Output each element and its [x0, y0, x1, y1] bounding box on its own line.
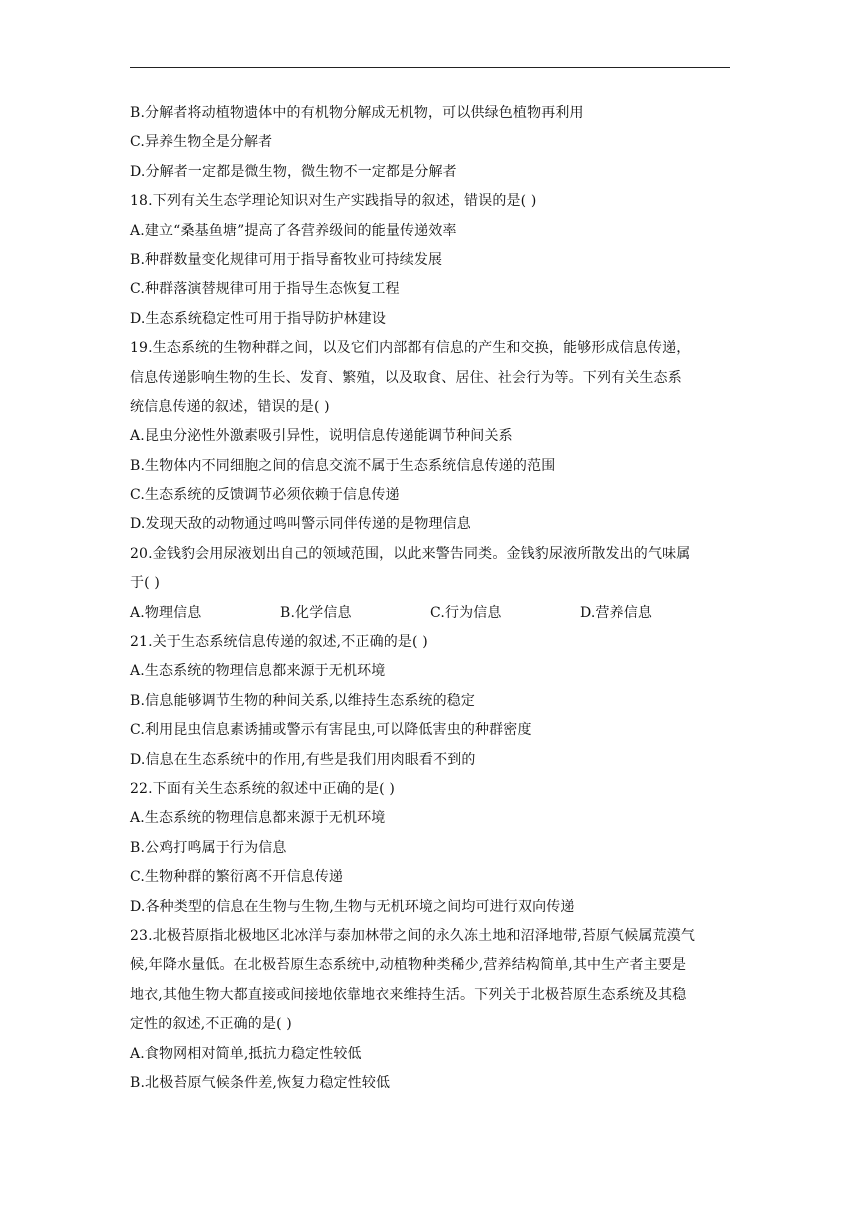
text-line: D.信息在生态系统中的作用,有些是我们用肉眼看不到的 [130, 751, 476, 768]
text-line: A.昆虫分泌性外激素吸引异性，说明信息传递能调节种间关系 [130, 428, 513, 445]
text-line: 信息传递影响生物的生长、发育、繁殖，以及取食、居住、社会行为等。下列有关生态系 [130, 369, 682, 386]
option-b: B.化学信息 [280, 604, 352, 621]
question-18-stem: 18.下列有关生态学理论知识对生产实践指导的叙述，错误的是( ) [130, 193, 537, 210]
text-line: C.生物种群的繁衍离不开信息传递 [130, 869, 344, 886]
text-line: A.建立“桑基鱼塘”提高了各营养级间的能量传递效率 [130, 222, 457, 239]
question-text [130, 99, 730, 1098]
header-rule [130, 67, 730, 68]
text-line: B.公鸡打鸣属于行为信息 [130, 839, 287, 856]
question-22-stem: 22.下面有关生态系统的叙述中正确的是( ) [130, 780, 395, 797]
text-line: B.分解者将动植物遗体中的有机物分解成无机物，可以供绿色植物再利用 [130, 105, 584, 121]
text-line: B.北极苔原气候条件差,恢复力稳定性较低 [130, 1074, 391, 1091]
option-d: D.营养信息 [580, 604, 653, 621]
text-line: C.异养生物全是分解者 [130, 134, 273, 151]
question-23-stem: 23.北极苔原指北极地区北冰洋与泰加林带之间的永久冻土地和沼泽地带,苔原气候属荒漠气 [130, 927, 696, 944]
text-line: C.利用昆虫信息素诱捕或警示有害昆虫,可以降低害虫的种群密度 [130, 722, 532, 739]
option-a: A.物理信息 [130, 604, 202, 621]
text-line: 地衣,其他生物大都直接或间接地依靠地衣来维持生活。下列关于北极苔原生态系统及其稳 [130, 986, 687, 1003]
text-line: B.生物体内不同细胞之间的信息交流不属于生态系统信息传递的范围 [130, 457, 556, 474]
text-line: C.生态系统的反馈调节必须依赖于信息传递 [130, 487, 400, 504]
text-line: 候,年降水量低。在北极苔原生态系统中,动植物种类稀少,营养结构简单,其中生产者主要是 [130, 957, 687, 974]
text-line: A.生态系统的物理信息都来源于无机环境 [130, 663, 386, 680]
text-line: 统信息传递的叙述，错误的是( ) [130, 398, 330, 415]
option-c: C.行为信息 [430, 604, 502, 621]
text-line: A.生态系统的物理信息都来源于无机环境 [130, 810, 386, 827]
question-20-stem: 20.金钱豹会用尿液划出自己的领域范围，以此来警告同类。金钱豹尿液所散发出的气味属 [130, 545, 691, 562]
text-line: A.食物网相对简单,抵抗力稳定性较低 [130, 1045, 362, 1062]
question-20-options [130, 599, 730, 628]
text-line: B.种群数量变化规律可用于指导畜牧业可持续发展 [130, 251, 443, 268]
text-line: D.分解者一定都是微生物，微生物不一定都是分解者 [130, 163, 457, 180]
text-line: 于( ) [130, 575, 160, 592]
text-line: B.信息能够调节生物的种间关系,以维持生态系统的稳定 [130, 692, 476, 709]
question-21-stem: 21.关于生态系统信息传递的叙述,不正确的是( ) [130, 634, 428, 651]
question-19-stem: 19.生态系统的生物种群之间，以及它们内部都有信息的产生和交换，能够形成信息传递， [130, 340, 691, 357]
text-line: C.种群落演替规律可用于指导生态恢复工程 [130, 281, 400, 298]
text-line: 定性的叙述,不正确的是( ) [130, 1016, 292, 1033]
text-line: D.生态系统稳定性可用于指导防护林建设 [130, 310, 387, 327]
text-line: D.各种类型的信息在生物与生物,生物与无机环境之间均可进行双向传递 [130, 898, 575, 915]
text-line: D.发现天敌的动物通过鸣叫警示同伴传递的是物理信息 [130, 516, 471, 533]
